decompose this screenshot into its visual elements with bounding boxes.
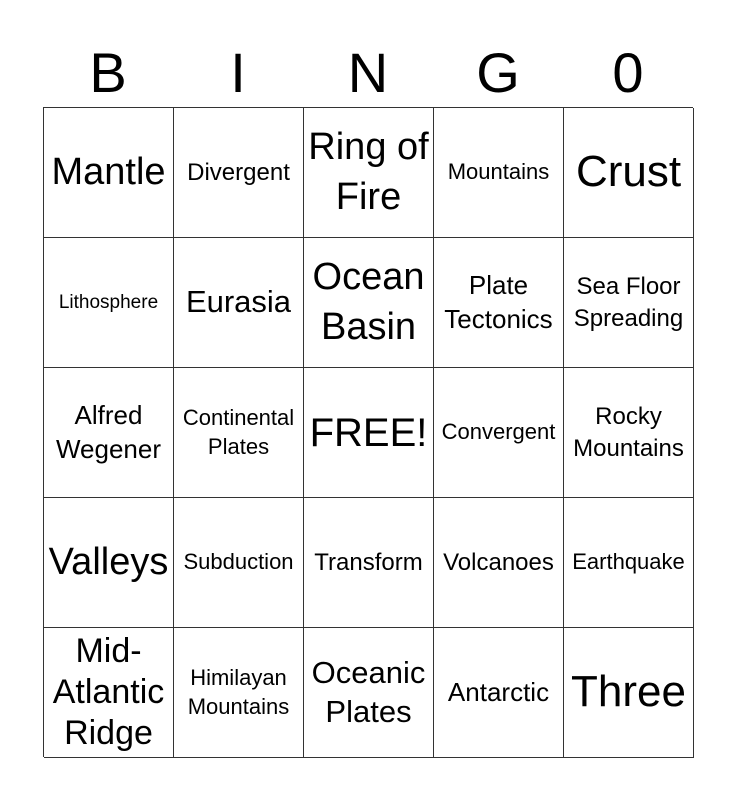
bingo-cell[interactable] [174, 108, 304, 238]
bingo-cell[interactable] [174, 238, 304, 368]
cell-text: Crust [575, 147, 682, 197]
bingo-cell[interactable] [434, 628, 564, 758]
cell-text: Volcanoes [443, 548, 554, 576]
bingo-cell[interactable] [564, 238, 694, 368]
bingo-cell[interactable] [44, 498, 174, 628]
bingo-cell[interactable] [564, 108, 694, 238]
bingo-cell[interactable] [44, 108, 174, 238]
cell-text: Eurasia [185, 284, 292, 320]
cell-text: Three [571, 667, 686, 717]
header-letter-o: 0 [612, 41, 644, 104]
bingo-cell[interactable] [304, 628, 434, 758]
cell-text: Divergent [187, 158, 290, 186]
bingo-cell[interactable] [174, 628, 304, 758]
cell-text: Valleys [48, 540, 169, 583]
bingo-cell[interactable] [434, 368, 564, 498]
bingo-cell[interactable] [304, 498, 434, 628]
bingo-cell[interactable] [174, 368, 304, 498]
cell-text: Oceanic Plates [311, 654, 426, 729]
cell-text: FREE! [309, 410, 428, 455]
cell-text: Sea Floor Spreading [573, 273, 684, 332]
bingo-cell[interactable] [434, 238, 564, 368]
cell-text: Subduction [183, 549, 294, 575]
bingo-cell[interactable] [434, 108, 564, 238]
cell-text: Convergent [441, 419, 556, 445]
bingo-cell[interactable] [174, 498, 304, 628]
bingo-cell[interactable] [434, 498, 564, 628]
cell-text: Lithosphere [58, 291, 159, 313]
bingo-cell[interactable] [304, 108, 434, 238]
cell-text: Rocky Mountains [573, 403, 684, 462]
header-letter-i: I [230, 41, 246, 104]
bingo-cell[interactable] [44, 238, 174, 368]
cell-text: Himilayan Mountains [187, 664, 290, 719]
bingo-cell[interactable] [564, 368, 694, 498]
cell-text: Ring of Fire [308, 126, 429, 218]
cell-text: Earthquake [572, 549, 685, 575]
header-letter-b: B [89, 41, 127, 104]
header-letter-n: N [347, 41, 389, 104]
cell-text: Mid-Atlantic Ridge [52, 632, 165, 752]
cell-text: Ocean Basin [312, 256, 425, 348]
cell-text: Mantle [51, 150, 166, 193]
free-cell[interactable] [304, 368, 434, 498]
cell-text: Antarctic [447, 676, 550, 707]
bingo-cell[interactable] [44, 368, 174, 498]
cell-text: Mountains [447, 159, 550, 185]
cell-text: Continental Plates [182, 404, 295, 459]
bingo-cell[interactable] [304, 238, 434, 368]
header-letter-g: G [476, 41, 520, 104]
cell-text: Alfred Wegener [55, 399, 162, 464]
bingo-cell[interactable] [564, 498, 694, 628]
bingo-cell[interactable] [564, 628, 694, 758]
cell-text: Transform [314, 548, 423, 576]
bingo-cell[interactable] [44, 628, 174, 758]
bingo-board [43, 107, 693, 757]
cell-text: Plate Tectonics [444, 269, 553, 334]
bingo-header [43, 40, 693, 106]
